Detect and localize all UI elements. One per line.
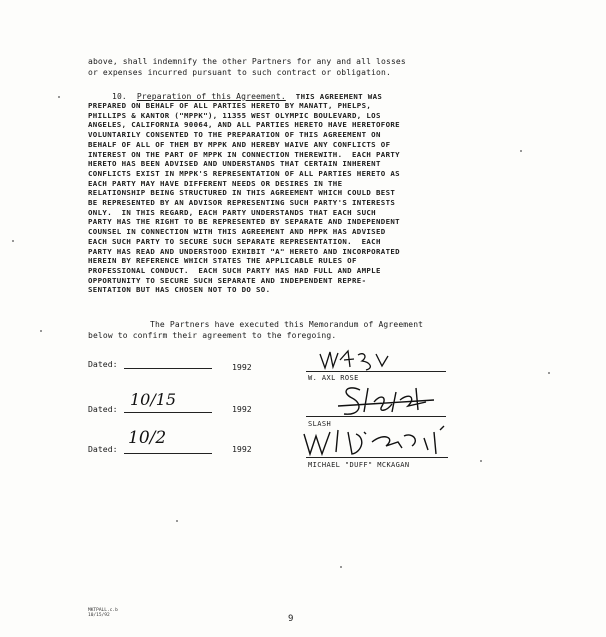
scan-speck [340, 566, 342, 568]
closing-line: below to confirm their agreement to the foregoing. [88, 331, 337, 340]
doc-code-line: 10/15/92 [88, 613, 110, 618]
clause-line: RELATIONSHIP BEING STRUCTURED IN THIS AGREEMENT WHICH COULD BEST [88, 188, 396, 198]
clause-line: EACH PARTY MAY HAVE DIFFERENT NEEDS OR DESIRES IN THE [88, 178, 343, 188]
clause-line: PARTY HAS THE RIGHT TO BE REPRESENTED BY SEPARATE AND INDEPENDENT [88, 217, 400, 227]
signature-axl-rose [318, 348, 398, 374]
clause-line: ANGELES, CALIFORNIA 90064, AND ALL PARTIES HERETO HAVE HERETOFORE [88, 120, 400, 130]
scan-speck [176, 520, 178, 522]
clause-line: COUNSEL IN CONNECTION WITH THIS AGREEMENT AND MPPK HAS ADVISED [88, 227, 386, 237]
date-line [124, 453, 212, 454]
clause-line: VOLUNTARILY CONSENTED TO THE PREPARATION OF THIS AGREEMENT ON [88, 130, 381, 140]
signature-line [306, 457, 448, 458]
text-line: above, shall indemnify the other Partners for any and all losses [88, 57, 406, 66]
doc-code-line: MKTPALL.c.b [88, 608, 118, 613]
clause-line: ONLY. IN THIS REGARD, EACH PARTY UNDERSTANDS THAT EACH SUCH [88, 207, 376, 217]
clause-line: INTEREST ON THE PART OF MPPK IN CONNECTION THEREWITH. EACH PARTY [88, 149, 400, 159]
date-year: 1992 [232, 444, 252, 454]
scan-speck [58, 96, 60, 98]
scan-speck [520, 150, 522, 152]
signer-name: MICHAEL "DUFF" MCKAGAN [308, 461, 410, 469]
clause-line: OPPORTUNITY TO SECURE SUCH SEPARATE AND INDEPENDENT REPRE- [88, 275, 367, 285]
dated-label: Dated: [88, 444, 118, 454]
scan-speck [548, 372, 550, 374]
date-year: 1992 [232, 404, 252, 414]
clause-line: PREPARED ON BEHALF OF ALL PARTIES HERETO BY MANATT, PHELPS, [88, 101, 372, 110]
clause-line: EACH SUCH PARTY TO SECURE SUCH SEPARATE REPRESENTATION. EACH [88, 236, 381, 246]
clause-line: BEHALF OF ALL OF THEM BY MPPK AND HEREBY WAIVE ANY CONFLICTS OF [88, 139, 391, 149]
handwritten-date: 10/2 [128, 428, 167, 448]
signer-name: SLASH [308, 420, 332, 428]
clause-line: PARTY HAS READ AND UNDERSTOOD EXHIBIT "A" HERETO AND INCORPORATED [88, 246, 400, 256]
signature-duff-mckagan [300, 424, 460, 464]
scan-speck [40, 330, 42, 332]
clause-line: SENTATION BUT HAS CHOSEN NOT TO DO SO. [88, 285, 271, 295]
text-line: or expenses incurred pursuant to such contract or obligation. [88, 68, 391, 77]
doc-code [88, 608, 118, 618]
clause-line: CONFLICTS EXIST IN MPPK'S REPRESENTATION OF ALL PARTIES HERETO AS [88, 168, 400, 178]
section-first-line: THIS AGREEMENT WAS [295, 92, 383, 101]
clause-line: PROFESSIONAL CONDUCT. EACH SUCH PARTY HAS HAD FULL AND AMPLE [88, 265, 381, 275]
date-line [124, 368, 212, 369]
closing-line: The Partners have executed this Memorandum of Agreement [150, 320, 424, 329]
clause-line: BE REPRESENTED BY AN ADVISOR REPRESENTING SUCH PARTY'S INTERESTS [88, 198, 396, 207]
signer-name: W. AXL ROSE [308, 374, 359, 382]
date-line [124, 412, 212, 413]
scan-speck [12, 240, 14, 242]
page-number: 9 [288, 614, 294, 624]
clause-line: HEREIN BY REFERENCE WHICH STATES THE APPLICABLE RULES OF [88, 256, 357, 266]
signature-line [306, 416, 446, 417]
date-year: 1992 [232, 362, 252, 372]
scan-speck [480, 460, 482, 462]
section-title: Preparation of this Agreement. [136, 92, 286, 101]
clause-line: PHILLIPS & KANTOR ("MPPK"), 11355 WEST OLYMPIC BOULEVARD, LOS [88, 110, 381, 120]
handwritten-date: 10/15 [130, 390, 177, 409]
section-number: 10. [112, 92, 127, 101]
section-heading [112, 92, 382, 101]
dated-label: Dated: [88, 359, 118, 369]
dated-label: Dated: [88, 404, 118, 414]
clause-line: HERETO HAS BEEN ADVISED AND UNDERSTANDS THAT CERTAIN INHERENT [88, 159, 381, 169]
